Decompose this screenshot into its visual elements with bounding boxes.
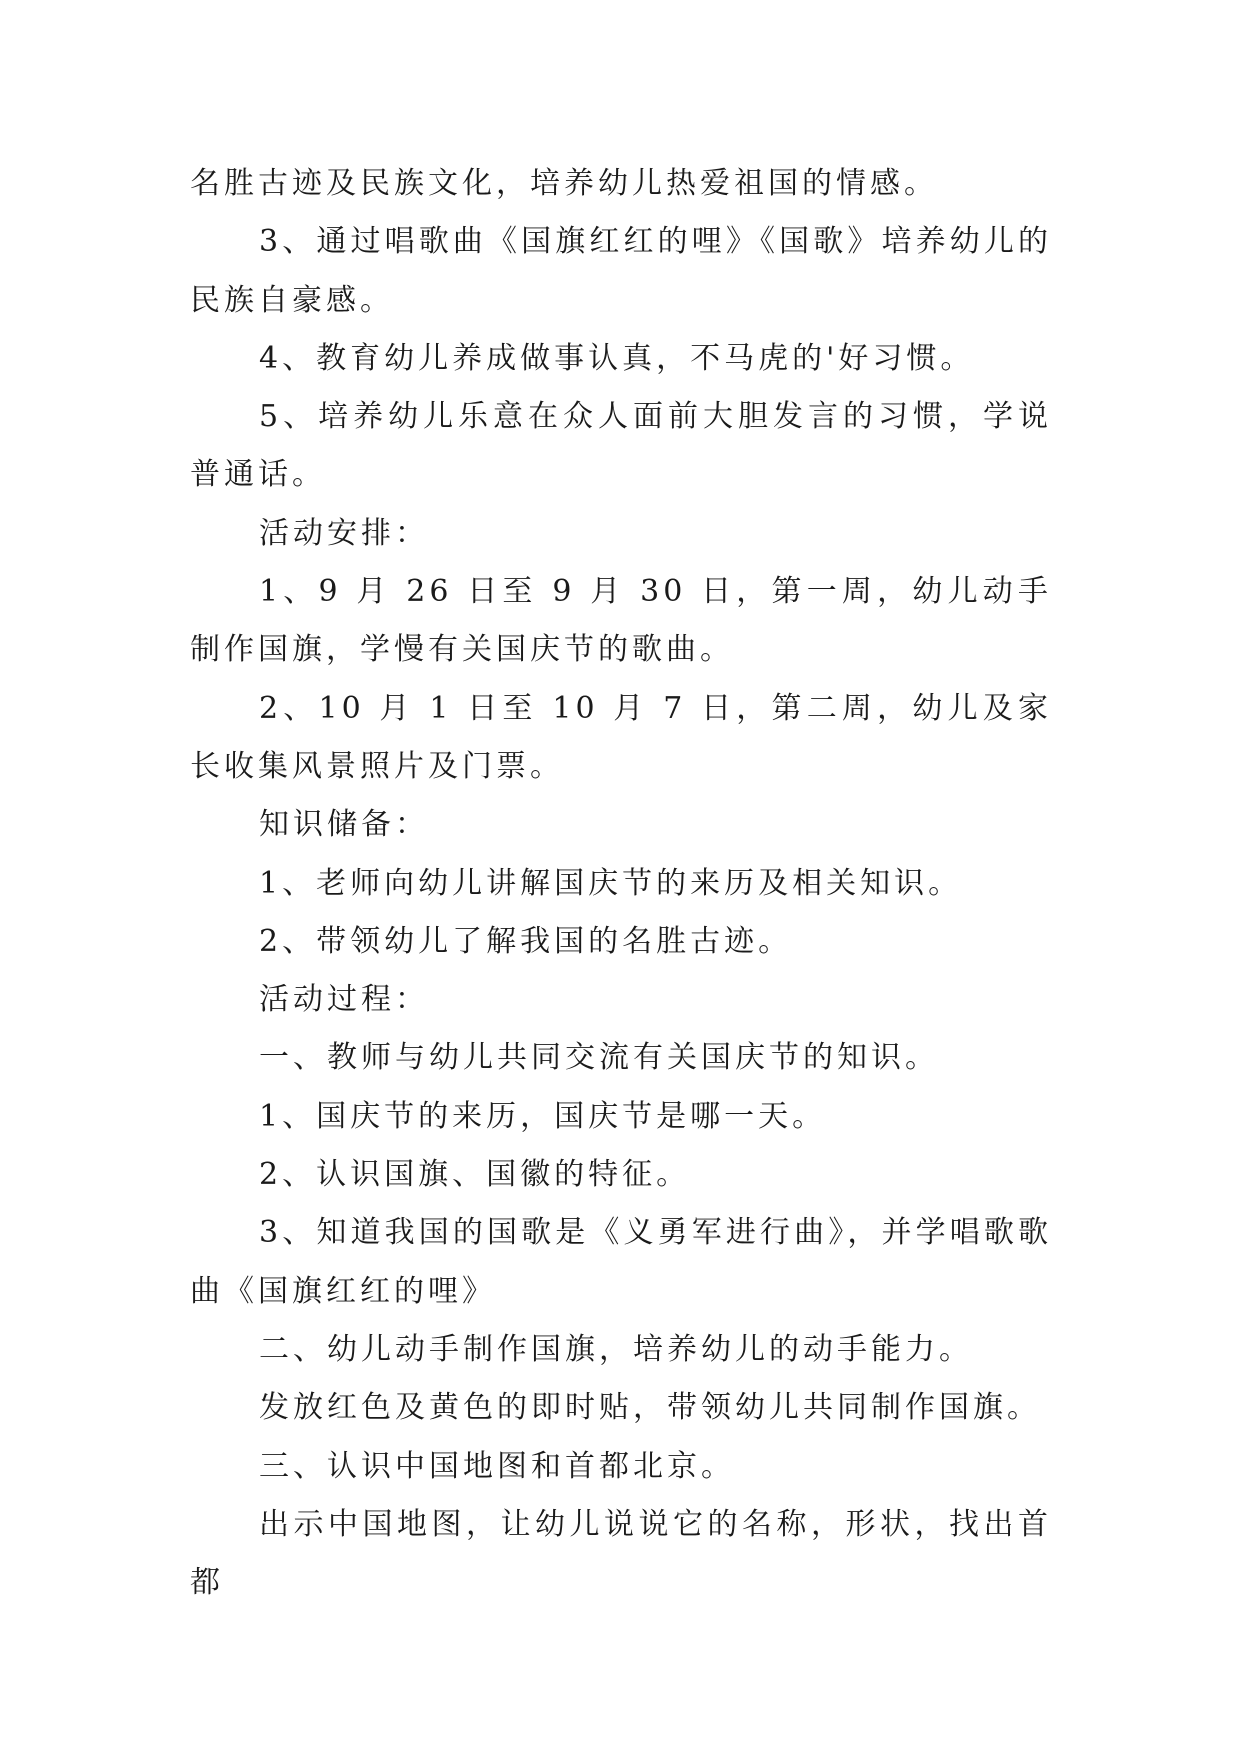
paragraph-step-two: 二、幼儿动手制作国旗，培养幼儿的动手能力。 [259,1331,973,1367]
section-heading-activity-schedule: 活动安排： [259,515,429,551]
paragraph-step-three: 三、认识中国地图和首都北京。 [259,1448,735,1484]
paragraph-goal-5: 5、培养幼儿乐意在众人面前大胆发言的习惯，学说普通话。 [190,399,1052,493]
paragraph-step-one: 一、教师与幼儿共同交流有关国庆节的知识。 [259,1040,939,1076]
paragraph-goal-3: 3、通过唱歌曲《国旗红红的哩》《国歌》培养幼儿的民族自豪感。 [190,224,1052,318]
paragraph-step-three-detail: 出示中国地图，让幼儿说说它的名称，形状，找出首都 [190,1506,1052,1601]
paragraph-knowledge-1: 1、老师向幼儿讲解国庆节的来历及相关知识。 [259,865,963,901]
paragraph-schedule-1: 1、9 月 26 日至 9 月 30 日，第一周，幼儿动手制作国旗，学慢有关国庆节的歌曲。 [190,574,1052,668]
paragraph-knowledge-2: 2、带领幼儿了解我国的名胜古迹。 [259,923,793,959]
paragraph-step-one-1: 1、国庆节的来历，国庆节是哪一天。 [259,1098,827,1134]
paragraph-schedule-2: 2、10 月 1 日至 10 月 7 日，第二周，幼儿及家长收集风景照片及门票。 [190,690,1052,784]
paragraph-step-two-detail: 发放红色及黄色的即时贴，带领幼儿共同制作国旗。 [259,1390,1041,1426]
section-heading-knowledge-prep: 知识储备： [259,807,429,843]
paragraph-goal-4: 4、教育幼儿养成做事认真，不马虎的'好习惯。 [259,340,975,376]
section-heading-activity-process: 活动过程： [259,982,429,1018]
paragraph-step-one-3: 3、知道我国的国歌是《义勇军进行曲》，并学唱歌歌曲《国旗红红的哩》 [190,1215,1052,1309]
paragraph-step-one-2: 2、认识国旗、国徽的特征。 [259,1157,691,1193]
document-body [190,155,1052,1612]
paragraph-continuation: 名胜古迹及民族文化，培养幼儿热爱祖国的情感。 [190,166,938,201]
